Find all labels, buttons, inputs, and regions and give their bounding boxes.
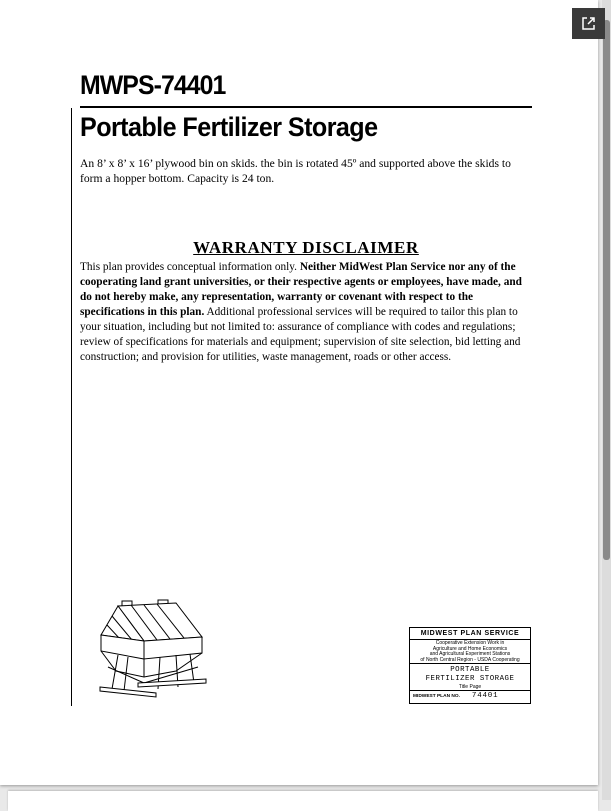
plan-name-line: FERTILIZER STORAGE	[425, 675, 515, 683]
title-block-header: MIDWEST PLAN SERVICE	[410, 628, 530, 640]
warranty-intro: This plan provides conceptual information only.	[80, 261, 300, 273]
cooperating-line: of North Central Region - USDA Cooperating	[420, 656, 520, 663]
warranty-text	[80, 260, 535, 365]
next-page	[8, 791, 598, 811]
header-rule	[80, 106, 532, 108]
cooperating-line: Agriculture and Home Economics	[432, 645, 508, 652]
bin-illustration	[98, 597, 210, 701]
scrollbar[interactable]	[602, 0, 611, 800]
plan-description: An 8’ x 8’ x 16’ plywood bin on skids. the bin is rotated 45º and supported above the skids to form a hopper bottom. Capacity is 24 ton.	[80, 157, 511, 185]
title-block-page-label: Title Page	[410, 684, 530, 691]
plan-name-line: PORTABLE	[450, 666, 490, 674]
warranty-rest: Additional professional services will be required to tailor this plan to your situation, including but not limited to: assurance of compliance with codes and regulations; review of specifications for materials and equipment; supervision of site selection, bid letting and construction; and provision for utilities, waste management, roads or other access.	[80, 306, 521, 363]
cooperating-line: and Agricultural Experiment Stations	[429, 651, 511, 658]
left-margin-rule	[71, 108, 72, 706]
title-block	[409, 627, 531, 704]
cooperating-line: Cooperative Extension Work in	[435, 640, 505, 646]
title-block-cooperating	[410, 640, 530, 664]
warranty-heading: WARRANTY DISCLAIMER	[193, 238, 419, 257]
popout-button[interactable]	[572, 8, 605, 39]
plan-no-label: MIDWEST PLAN NO.	[413, 693, 460, 699]
external-link-icon	[581, 16, 596, 31]
warranty-bold: Neither MidWest Plan Service nor any of the cooperating land grant universities, or their respective agents or employees, have made, and do not hereby make, any representation, warranty or covenant with respect to the specifications in this plan.	[80, 261, 522, 318]
scrollbar-thumb[interactable]	[603, 20, 610, 560]
plan-title: Portable Fertilizer Storage	[80, 112, 378, 142]
title-block-footer	[410, 691, 530, 701]
title-block-plan-name	[410, 664, 530, 684]
plan-no-value: 74401	[471, 692, 499, 700]
plan-number: MWPS-74401	[80, 70, 226, 100]
